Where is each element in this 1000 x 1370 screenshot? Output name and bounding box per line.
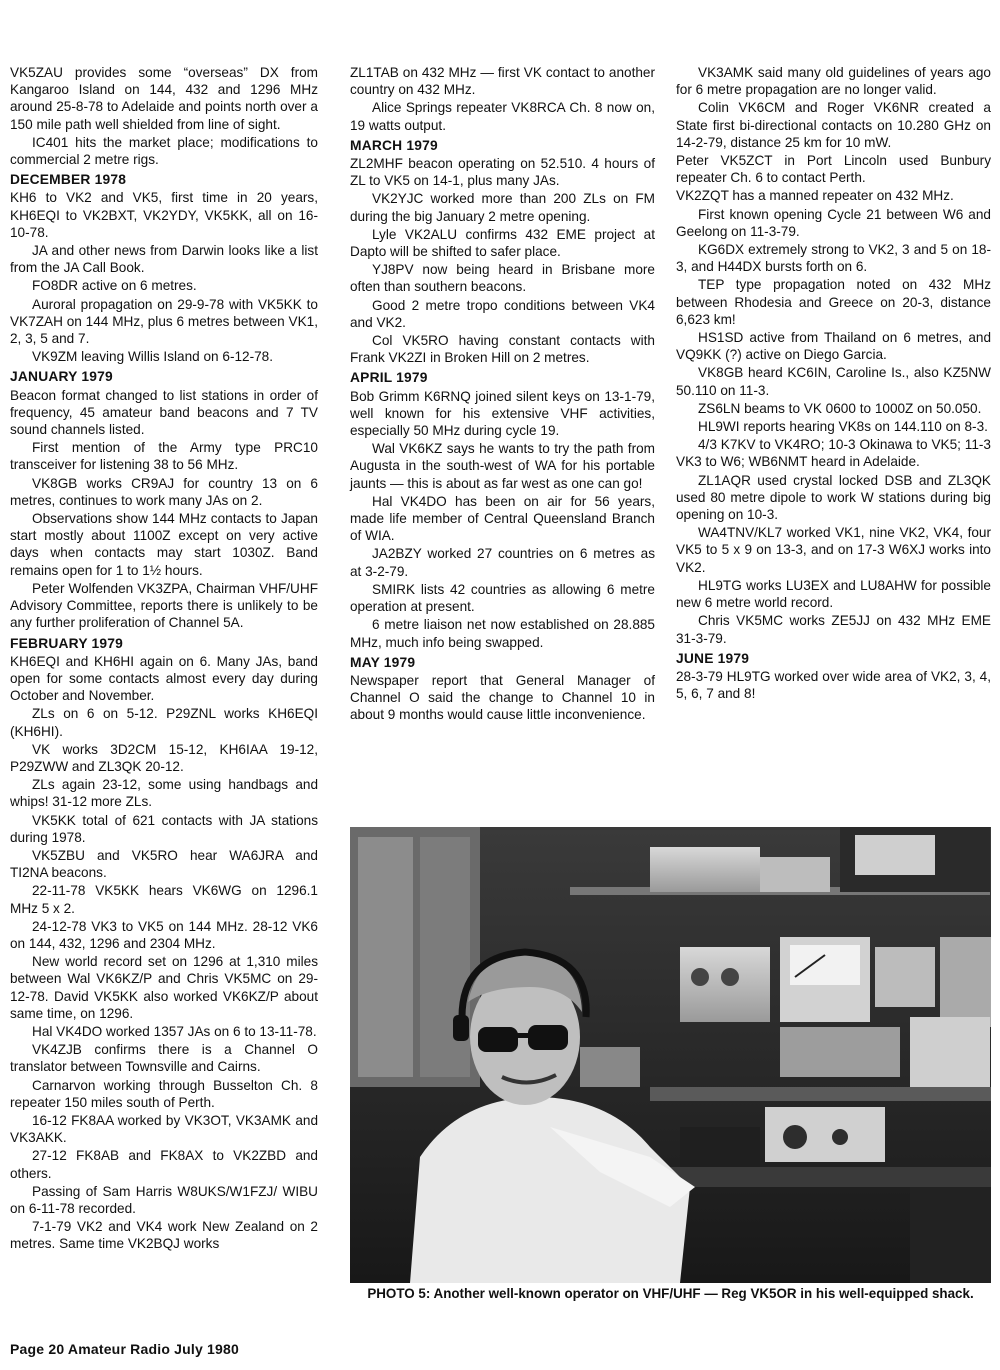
paragraph: VK8GB heard KC6IN, Caroline Is., also KZ5NW 50.110 on 11-3. xyxy=(676,365,991,398)
paragraph: 24-12-78 VK3 to VK5 on 144 MHz. 28-12 VK6 on 144, 432, 1296 and 2304 MHz. xyxy=(10,918,318,951)
paragraph: Hal VK4DO has been on air for 56 years, made life member of Central Queensland Branch of WIA. xyxy=(350,493,655,544)
paragraph: Lyle VK2ALU confirms 432 EME project at Dapto will be shifted to safer place. xyxy=(350,226,655,260)
paragraph: FO8DR active on 6 metres. xyxy=(32,278,197,294)
paragraph: ZL1TAB on 432 MHz — first VK contact to another country on 432 MHz. xyxy=(350,65,655,98)
paragraph: IC401 hits the market place; modifications to commercial 2 metre rigs. xyxy=(10,134,318,168)
paragraph: Peter Wolfenden VK3ZPA, Chairman VHF/UHF Advisory Committee, reports there is unlikely to be any further proliferation of Channel 5A. xyxy=(10,580,318,631)
section-heading: JANUARY 1979 xyxy=(10,369,113,385)
paragraph: Observations show 144 MHz contacts to Japan start mostly about 1100Z except on very active days when contacts may start 1030Z. Band remains open for 1 to 1½ hours. xyxy=(10,511,318,578)
paragraph: Carnarvon working through Busselton Ch. 8 repeater 150 miles south of Perth. xyxy=(10,1077,318,1110)
paragraph: VK2YJC worked more than 200 ZLs on FM during the big January 2 metre opening. xyxy=(350,191,655,224)
paragraph: VK works 3D2CM 15-12, KH6IAA 19-12, P29ZWW and ZL3QK 20-12. xyxy=(10,741,318,774)
page-footer: Page 20 Amateur Radio July 1980 xyxy=(10,1341,240,1357)
paragraph: VK5ZAU provides some “overseas” DX from Kangaroo Island on 144, 432 and 1296 MHz around 25-8-78 to Adelaide and points north over a 150 mile path well shielded from line of sight. xyxy=(10,65,318,132)
paragraph: TEP type propagation noted on 432 MHz between Rhodesia and Greece on 20-3, distance 6,623 km! xyxy=(676,277,991,327)
paragraph: First mention of the Army type PRC10 transceiver for listening 38 to 56 MHz. xyxy=(10,440,318,473)
paragraph: Chris VK5MC works ZE5JJ on 432 MHz EME 31-3-79. xyxy=(676,613,991,646)
paragraph: HL9TG works LU3EX and LU8AHW for possible new 6 metre world record. xyxy=(676,577,991,611)
paragraph: ZLs on 6 on 5-12. P29ZNL works KH6EQI (KH6HI). xyxy=(10,706,318,739)
paragraph: VK5ZBU and VK5RO hear WA6JRA and TI2NA beacons. xyxy=(10,847,318,881)
section-heading: JUNE 1979 xyxy=(676,650,750,666)
paragraph: HL9WI reports hearing VK8s on 144.110 on 8-3. xyxy=(698,419,988,435)
paragraph: YJ8PV now being heard in Brisbane more often than southern beacons. xyxy=(350,262,655,295)
paragraph: ZS6LN beams to VK 0600 to 1000Z on 50.050. xyxy=(698,400,982,416)
paragraph: KH6 to VK2 and VK5, first time in 20 years, KH6EQI to VK2BXT, VK2YDY, VK5KK, all on 16-10-78. xyxy=(10,190,318,240)
paragraph: Beacon format changed to list stations in order of frequency, 45 amateur band beacons and 7 TV sound channels listed. xyxy=(10,387,318,438)
paragraph: New world record set on 1296 at 1,310 miles between Wal VK6KZ/P and Chris VK5MC on 29-12-78. David VK5KK also worked VK6KZ/P about same time, on 1296. xyxy=(10,954,318,1021)
paragraph: KH6EQI and KH6HI again on 6. Many JAs, band open for some contacts almost every day during October and November. xyxy=(10,653,318,704)
photo-shack-illustration xyxy=(350,827,991,1283)
paragraph: 28-3-79 HL9TG worked over wide area of VK2, 3, 4, 5, 6, 7 and 8! xyxy=(676,668,991,702)
paragraph: 27-12 FK8AB and FK8AX to VK2ZBD and others. xyxy=(10,1148,318,1181)
paragraph: Passing of Sam Harris W8UKS/W1FZJ/ WIBU on 6-11-78 recorded. xyxy=(10,1183,318,1216)
paragraph: 4/3 K7KV to VK4RO; 10-3 Okinawa to VK5; 11-3 VK3 to W6; WB6NMT heard in Adelaide. xyxy=(676,437,991,470)
section-heading: APRIL 1979 xyxy=(350,370,428,386)
paragraph: ZL1AQR used crystal locked DSB and ZL3QK used 80 metre dipole to work W stations during big opening on 10-3. xyxy=(676,472,991,523)
paragraph: VK8GB works CR9AJ for country 13 on 6 metres, continues to work many JAs on 2. xyxy=(10,475,318,508)
photo-caption: PHOTO 5: Another well-known operator on VHF/UHF — Reg VK5OR in his well-equipped shack. xyxy=(367,1286,974,1301)
paragraph: Auroral propagation on 29-9-78 with VK5KK to VK7ZAH on 144 MHz, plus 6 metres between VK1, 2, 3, 5 and 7. xyxy=(10,296,318,347)
paragraph: Alice Springs repeater VK8RCA Ch. 8 now on, 19 watts output. xyxy=(350,100,655,133)
paragraph: VK3AMK said many old guidelines of years ago for 6 metre propagation are no longer valid. xyxy=(676,65,991,98)
paragraph: Hal VK4DO worked 1357 JAs on 6 to 13-11-78. xyxy=(32,1023,317,1039)
paragraph: 7-1-79 VK2 and VK4 work New Zealand on 2 metres. Same time VK2BQJ works xyxy=(10,1219,318,1252)
paragraph: Colin VK6CM and Roger VK6NR created a State first bi-directional contacts on 10.280 GHz on 14-2-79, distance 25 km for 10 mW. xyxy=(676,100,991,150)
text-column-2 xyxy=(350,64,655,725)
paragraph: Wal VK6KZ says he wants to try the path from Augusta in the south-west of WA for his portable jaunts — this is about as far west as one can go! xyxy=(350,441,655,491)
section-heading: MAY 1979 xyxy=(350,654,416,670)
paragraph: Peter VK5ZCT in Port Lincoln used Bunbury repeater Ch. 6 to contact Perth. xyxy=(676,153,991,186)
paragraph: KG6DX extremely strong to VK2, 3 and 5 on 18-3, and H44DX bursts forth on 6. xyxy=(676,242,991,275)
paragraph: 22-11-78 VK5KK hears VK6WG on 1296.1 MHz 5 x 2. xyxy=(10,883,318,916)
section-heading: DECEMBER 1978 xyxy=(10,172,127,188)
paragraph: Newspaper report that General Manager of Channel O said the change to Channel 10 in about 9 months would cause little inconvenience. xyxy=(350,672,655,723)
paragraph: First known opening Cycle 21 between W6 and Geelong on 11-3-79. xyxy=(676,206,991,239)
paragraph: SMIRK lists 42 countries as allowing 6 metre operation at present. xyxy=(350,581,655,615)
text-column-3 xyxy=(676,64,991,703)
paragraph: Bob Grimm K6RNQ joined silent keys on 13-1-79, well known for his extensive VHF activities, especially 50 MHz during cycle 19. xyxy=(350,388,655,439)
paragraph: 6 metre liaison net now established on 28.885 MHz, much info being swapped. xyxy=(350,617,655,650)
section-heading: FEBRUARY 1979 xyxy=(10,635,124,651)
paragraph: VK9ZM leaving Willis Island on 6-12-78. xyxy=(32,349,274,365)
photo-radio-operator xyxy=(350,827,991,1283)
paragraph: HS1SD active from Thailand on 6 metres, and VQ9KK (?) active on Diego Garcia. xyxy=(676,330,991,363)
paragraph: ZLs again 23-12, some using handbags and whips! 31-12 more ZLs. xyxy=(10,777,318,810)
paragraph: Good 2 metre tropo conditions between VK4 and VK2. xyxy=(350,297,655,330)
paragraph: ZL2MHF beacon operating on 52.510. 4 hours of ZL to VK5 on 14-1, plus many JAs. xyxy=(350,156,655,189)
paragraph: WA4TNV/KL7 worked VK1, nine VK2, VK4, four VK5 to 5 x 9 on 13-3, and on 17-3 W6XJ works into VK2. xyxy=(676,525,991,575)
paragraph: JA and other news from Darwin looks like a list from the JA Call Book. xyxy=(10,243,318,276)
paragraph: VK2ZQT has a manned repeater on 432 MHz. xyxy=(676,188,954,204)
paragraph: VK4ZJB confirms there is a Channel O translator between Townsville and Cairns. xyxy=(10,1042,318,1075)
paragraph: Col VK5RO having constant contacts with Frank VK2ZI in Broken Hill on 2 metres. xyxy=(350,333,655,366)
section-heading: MARCH 1979 xyxy=(350,137,438,153)
paragraph: VK5KK total of 621 contacts with JA stations during 1978. xyxy=(10,812,318,845)
paragraph: JA2BZY worked 27 countries on 6 metres as at 3-2-79. xyxy=(350,546,655,579)
text-column-1 xyxy=(10,64,318,1254)
paragraph: 16-12 FK8AA worked by VK3OT, VK3AMK and VK3AKK. xyxy=(10,1112,318,1146)
